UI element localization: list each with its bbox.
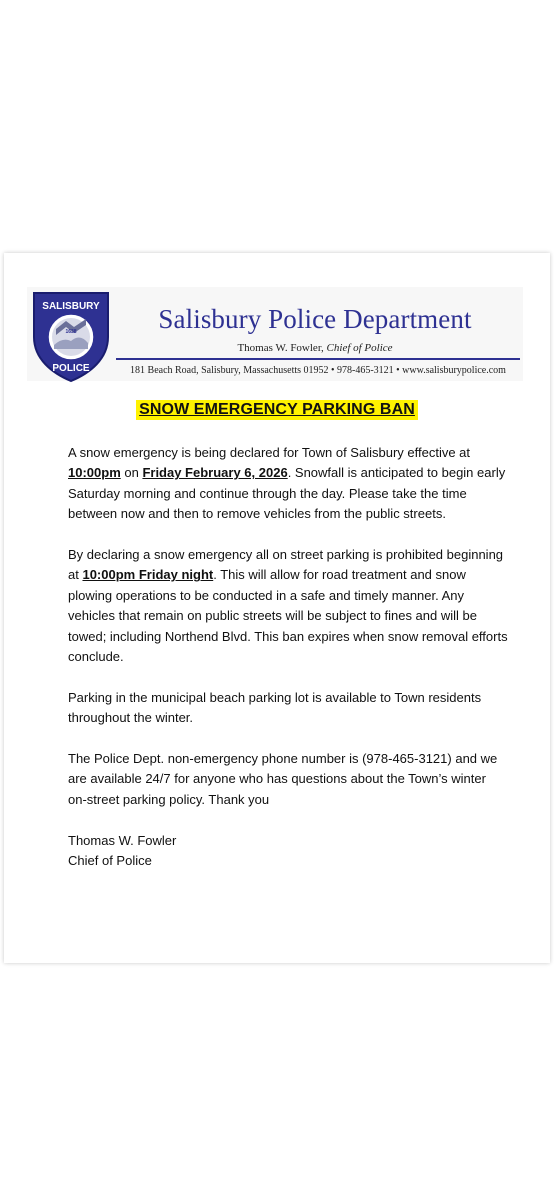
- ban-start-time: 10:00pm Friday night: [82, 567, 214, 583]
- paragraph-text: By declaring a snow emergency all on street parking is prohibited beginning at: [68, 547, 504, 583]
- seal-year-text: 1638: [65, 329, 77, 335]
- notice-title: SNOW EMERGENCY PARKING BAN: [136, 400, 418, 420]
- paragraph-text: A snow emergency is being declared for Town of Salisbury effective at: [68, 445, 471, 460]
- paragraph-prohibition: [68, 545, 508, 667]
- notice-title-wrap: [0, 400, 554, 420]
- signature-name: Thomas W. Fowler: [68, 832, 177, 848]
- paragraph-text: on: [120, 465, 143, 481]
- notice-body: [68, 443, 508, 871]
- paragraph-beach-parking: Parking in the municipal beach parking lot is available to Town residents throughout the winter.: [68, 689, 482, 726]
- paragraph-contact: The Police Dept. non-emergency phone number is (978-465-3121) and we are available 24/7 for anyone who has questions about the Town’s winter on-street parking policy. Thank you: [68, 751, 498, 807]
- paragraph-effective-time: [68, 443, 508, 525]
- effective-date: Friday February 6, 2026: [142, 465, 288, 481]
- seal-top-text: SALISBURY: [42, 301, 100, 312]
- chief-line: [137, 342, 493, 354]
- chief-name: Thomas W. Fowler,: [237, 342, 327, 354]
- seal-bottom-text: POLICE: [52, 363, 90, 374]
- signature-title: Chief of Police: [68, 853, 152, 869]
- paragraph-text: . Snowfall is anticipated to begin early Saturday morning and continue through the day. Please take the time between now and then to remove vehicles from the public streets.: [68, 465, 506, 522]
- police-seal-icon: [30, 289, 112, 383]
- chief-title: Chief of Police: [326, 342, 393, 354]
- effective-time: 10:00pm: [68, 465, 121, 481]
- department-name: Salisbury Police Department: [158, 304, 472, 334]
- address-line: 181 Beach Road, Salisbury, Massachusetts 01952 • 978-465-3121 • www.salisburypolice.com: [130, 365, 506, 376]
- paragraph-text: . This will allow for road treatment and snow plowing operations to be conducted in a safe and timely manner. Any vehicles that remain on public streets will be subject to fines and will be towed; including Northend Blvd. This ban expires when snow removal efforts conclude.: [68, 567, 508, 665]
- letterhead-divider: [116, 358, 520, 360]
